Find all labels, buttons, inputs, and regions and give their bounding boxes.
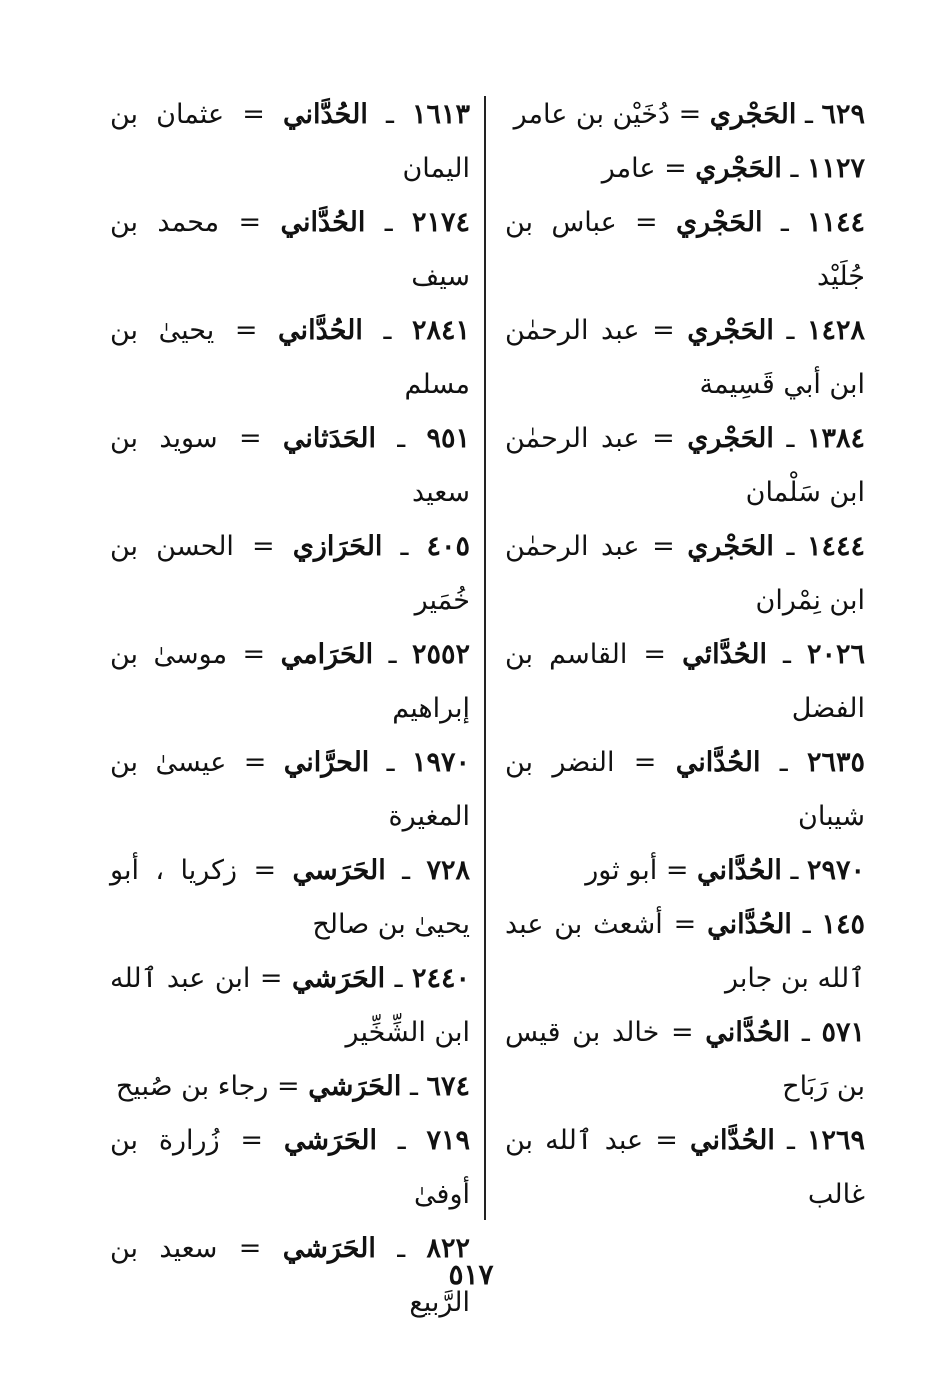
entry-name: الحسن بن خُمَير bbox=[110, 531, 470, 616]
entry-nisba: الحَرَشي bbox=[282, 1233, 376, 1264]
entry-name: عباس بن جُلَيْد bbox=[505, 207, 865, 292]
entry-number: ١٢٦٩ bbox=[807, 1125, 866, 1156]
entry-number: ١١٤٤ bbox=[807, 207, 866, 238]
index-entry: ٧٢٨ ـ الحَرَسي = زكريا ، أبو يحيىٰ بن صالح bbox=[110, 855, 471, 940]
index-column-right bbox=[505, 88, 865, 1222]
entry-name: رجاء بن صُبيح bbox=[115, 1071, 269, 1102]
entry-name: عبد ٱلله بن غالب bbox=[505, 1125, 865, 1210]
entry-name: القاسم بن الفضل bbox=[505, 639, 865, 724]
entry-name: زكريا ، أبو يحيىٰ بن صالح bbox=[110, 855, 470, 940]
index-entry: ٩٥١ ـ الحَدَثاني = سويد بن سعيد bbox=[110, 423, 470, 508]
entry-nisba: الحُدَّاني bbox=[675, 747, 761, 778]
index-entry: ١٤٥ ـ الحُدَّاني = أشعث بن عبد ٱلله بن جابر bbox=[505, 909, 866, 994]
entry-number: ١٩٧٠ bbox=[412, 747, 471, 778]
entry-nisba: الحَرَازي bbox=[292, 531, 383, 562]
entry-name: عبد الرحمٰن ابن سَلْمان bbox=[505, 423, 865, 508]
index-entry: ٢٦٣٥ ـ الحُدَّاني = النضر بن شيبان bbox=[505, 747, 866, 832]
entry-nisba: الحُدَّاني bbox=[690, 1125, 775, 1156]
entry-nisba: الحَرَسي bbox=[292, 855, 386, 886]
entry-number: ١٦١٣ bbox=[411, 99, 470, 130]
index-entry: ٤٠٥ ـ الحَرَازي = الحسن بن خُمَير bbox=[110, 531, 470, 616]
index-entry: ٢٠٢٦ ـ الحُدَّائي = القاسم بن الفضل bbox=[505, 639, 866, 724]
entry-name: ابن عبد ٱلله ابن الشِّخِّير bbox=[110, 963, 470, 1048]
entry-number: ٢٤٤٠ bbox=[411, 963, 470, 994]
entry-nisba: الحَرَشي bbox=[283, 1125, 378, 1156]
column-divider bbox=[484, 96, 486, 1220]
entry-nisba: الحَرَشي bbox=[308, 1071, 402, 1102]
entry-nisba: الحُدَّاني bbox=[707, 909, 792, 940]
entry-name: يحيىٰ بن مسلم bbox=[110, 315, 470, 400]
entry-number: ٨٢٢ bbox=[426, 1233, 471, 1264]
entry-number: ١١٢٧ bbox=[806, 153, 865, 184]
index-entry: ٢٥٥٢ ـ الحَرَامي = موسىٰ بن إبراهيم bbox=[110, 639, 470, 724]
entry-name: أبو ثور bbox=[585, 855, 658, 886]
index-entry: ٢٨٤١ ـ الحُدَّاني = يحيىٰ بن مسلم bbox=[110, 315, 470, 400]
entry-nisba: الحَجْري bbox=[687, 531, 774, 562]
entry-number: ٦٢٩ bbox=[821, 99, 865, 130]
entry-number: ٢١٧٤ bbox=[411, 207, 470, 238]
entry-number: ١٤٢٨ bbox=[807, 315, 866, 346]
entry-nisba: الحَدَثاني bbox=[282, 423, 376, 454]
entry-name: النضر بن شيبان bbox=[505, 747, 865, 832]
entry-nisba: الحُدَّاني bbox=[280, 207, 366, 238]
entry-nisba: الحَجْري bbox=[687, 315, 774, 346]
entry-name: سعيد بن الرَّبيع bbox=[110, 1233, 470, 1318]
entry-nisba: الحَجْري bbox=[675, 207, 763, 238]
entry-number: ٢٩٧٠ bbox=[806, 855, 865, 886]
entry-name: دُخَيْن بن عامر bbox=[513, 99, 670, 130]
entry-name: عبد الرحمٰن ابن نِمْران bbox=[505, 531, 865, 616]
entry-nisba: الحَرَشي bbox=[291, 963, 386, 994]
entry-name: عثمان بن اليمان bbox=[110, 99, 470, 184]
index-entry: ١٢٦٩ ـ الحُدَّاني = عبد ٱلله بن غالب bbox=[505, 1125, 866, 1210]
index-entry: ٢٤٤٠ ـ الحَرَشي = ابن عبد ٱلله ابن الشِّخِّير bbox=[110, 963, 470, 1048]
entry-nisba: الحُدَّاني bbox=[278, 315, 363, 346]
entry-number: ١٣٨٤ bbox=[807, 423, 866, 454]
entry-name: موسىٰ بن إبراهيم bbox=[110, 639, 470, 724]
entry-number: ٢٨٤١ bbox=[411, 315, 470, 346]
entry-number: ٢٦٣٥ bbox=[807, 747, 866, 778]
index-entry: ٦٢٩ ـ الحَجْري = دُخَيْن بن عامر bbox=[513, 99, 865, 130]
entry-nisba: الحُدَّاني bbox=[697, 855, 782, 886]
entry-nisba: الحَجْري bbox=[695, 153, 782, 184]
entry-nisba: الحُدَّاني bbox=[282, 99, 368, 130]
index-entry: ٢١٧٤ ـ الحُدَّاني = محمد بن سيف bbox=[110, 207, 470, 292]
entry-nisba: الحُدَّائي bbox=[682, 639, 767, 670]
page-number: ٥١٧ bbox=[448, 1258, 494, 1291]
index-entry: ٨٢٢ ـ الحَرَشي = سعيد بن الرَّبيع bbox=[110, 1233, 471, 1318]
entry-number: ٤٠٥ bbox=[426, 531, 470, 562]
index-entry: ١٩٧٠ ـ الحرَّاني = عيسىٰ بن المغيرة bbox=[110, 747, 471, 832]
entry-number: ٧٢٨ bbox=[426, 855, 471, 886]
entry-nisba: الحرَّاني bbox=[283, 747, 370, 778]
entry-number: ٢٥٥٢ bbox=[411, 639, 470, 670]
index-entry: ٥٧١ ـ الحُدَّاني = خالد بن قيس بن رَبَاح bbox=[505, 1017, 865, 1102]
entry-name: محمد بن سيف bbox=[110, 207, 470, 292]
index-entry: ١٤٢٨ ـ الحَجْري = عبد الرحمٰن ابن أبي قَسِيمة bbox=[505, 315, 866, 400]
entry-nisba: الحَجْري bbox=[687, 423, 774, 454]
entry-number: ٩٥١ bbox=[426, 423, 470, 454]
index-entry: ٦٧٤ ـ الحَرَشي = رجاء بن صُبيح bbox=[115, 1071, 470, 1102]
entry-name: سويد بن سعيد bbox=[110, 423, 470, 508]
index-entry: ١٦١٣ ـ الحُدَّاني = عثمان بن اليمان bbox=[110, 99, 470, 184]
index-entry: ٢٩٧٠ ـ الحُدَّاني = أبو ثور bbox=[585, 855, 865, 886]
entry-nisba: الحَرَامي bbox=[280, 639, 374, 670]
index-entry: ١١٢٧ ـ الحَجْري = عامر bbox=[601, 153, 865, 184]
entry-name: خالد بن قيس بن رَبَاح bbox=[505, 1017, 865, 1102]
entry-number: ٢٠٢٦ bbox=[807, 639, 866, 670]
index-entry: ١١٤٤ ـ الحَجْري = عباس بن جُلَيْد bbox=[505, 207, 866, 292]
entry-number: ٥٧١ bbox=[821, 1017, 865, 1048]
index-column-left bbox=[110, 88, 470, 1330]
index-entry: ١٣٨٤ ـ الحَجْري = عبد الرحمٰن ابن سَلْمان bbox=[505, 423, 866, 508]
entry-number: ١٤٥ bbox=[821, 909, 866, 940]
entry-nisba: الحَجْري bbox=[709, 99, 797, 130]
entry-number: ٧١٩ bbox=[426, 1125, 471, 1156]
entry-name: أشعث بن عبد ٱلله بن جابر bbox=[505, 909, 865, 994]
entry-number: ٦٧٤ bbox=[426, 1071, 470, 1102]
entry-name: عبد الرحمٰن ابن أبي قَسِيمة bbox=[505, 315, 865, 400]
entry-name: زُرارة بن أوفىٰ bbox=[110, 1125, 470, 1210]
entry-name: عيسىٰ بن المغيرة bbox=[110, 747, 470, 832]
index-entry: ٧١٩ ـ الحَرَشي = زُرارة بن أوفىٰ bbox=[110, 1125, 471, 1210]
entry-name: عامر bbox=[601, 153, 656, 184]
entry-nisba: الحُدَّاني bbox=[705, 1017, 791, 1048]
index-entry: ١٤٤٤ ـ الحَجْري = عبد الرحمٰن ابن نِمْران bbox=[505, 531, 866, 616]
entry-number: ١٤٤٤ bbox=[807, 531, 866, 562]
